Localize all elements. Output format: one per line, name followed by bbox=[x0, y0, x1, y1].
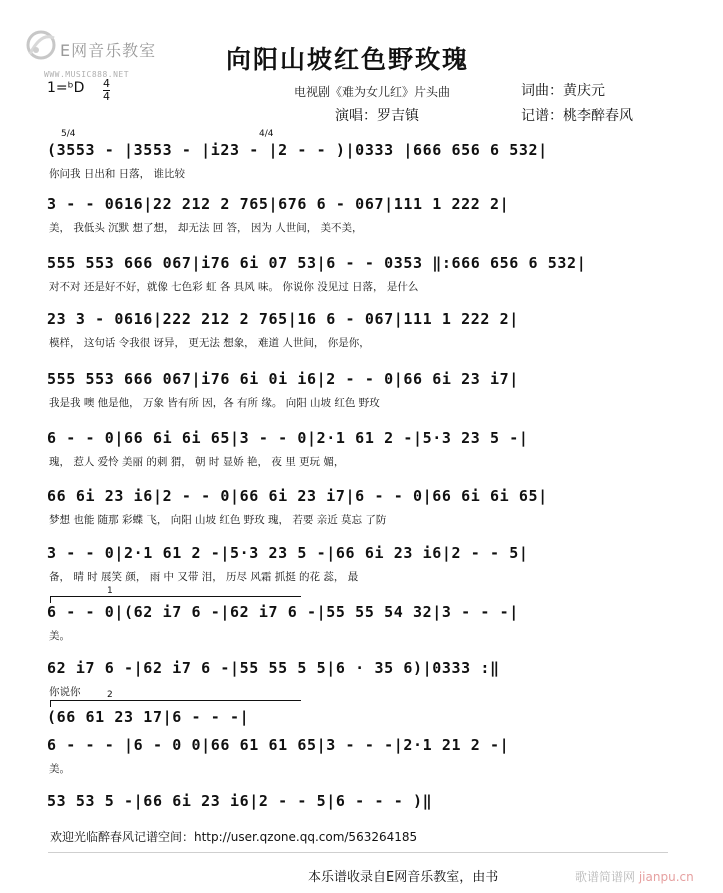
jianpu-watermark-name: 歌谱简谱网 bbox=[575, 870, 636, 884]
time-signature-top: 4 bbox=[103, 77, 110, 90]
notation: 555 553 666 067|i76 6i 0i i6|2 - - 0|66 6i 23 i7| bbox=[47, 370, 519, 388]
source-credit: 本乐谱收录自E网音乐教室，由书 bbox=[308, 870, 499, 885]
transcriber-credit: 记谱：桃李醉春风 bbox=[521, 108, 633, 124]
notation: 66 6i 23 i6|2 - - 0|66 6i 23 i7|6 - - 0|66 6i 6i 65| bbox=[47, 487, 548, 505]
e-music-logo-icon bbox=[24, 28, 58, 62]
song-subtitle: 电视剧《难为女儿红》片头曲 bbox=[294, 85, 451, 99]
watermark-url: WWW.MUSIC888.NET bbox=[44, 70, 130, 79]
lyrics: 我是我 噢 他是他， 万象 皆有所 因，各 有所 缘。 向阳 山坡 红色 野玫 bbox=[49, 397, 380, 409]
time-signature bbox=[103, 78, 110, 103]
lyrics: 你说你 bbox=[49, 686, 81, 698]
lyrics: 美， 我低头 沉默 想了想， 却无法 回 答， 因为 人世间， 美不美， bbox=[49, 222, 363, 234]
notation: 555 553 666 067|i76 6i 07 53|6 - - 0353 ‖:666 656 6 532| bbox=[47, 254, 587, 272]
lyricist-credit: 词曲：黄庆元 bbox=[521, 83, 605, 99]
first-ending-number: 1 bbox=[107, 586, 113, 596]
notation: 6 - - 0|(62 i7 6 -|62 i7 6 -|55 55 54 32|3 - - -| bbox=[47, 603, 519, 621]
lyrics: 模样， 这句话 令我很 讶异， 更无法 想象， 难道 人世间， 你是你， bbox=[49, 337, 370, 349]
notation: 3 - - 0|2·1 61 2 -|5·3 23 5 -|66 6i 23 i6|2 - - 5| bbox=[47, 544, 529, 562]
second-ending-number: 2 bbox=[107, 690, 113, 700]
notation: 6 - - - |6 - 0 0|66 61 61 65|3 - - -|2·1 21 2 -| bbox=[47, 736, 510, 754]
notation: 53 53 5 -|66 6i 23 i6|2 - - 5|6 - - - )‖ bbox=[47, 792, 433, 810]
watermark-site-name: E网音乐教室 bbox=[60, 41, 157, 60]
lyrics: 梦想 也能 随那 彩蝶 飞， 向阳 山坡 红色 野玫 瑰， 若要 亲近 莫忘 了防 bbox=[49, 514, 387, 526]
meter-mark-4-4: 4/4 bbox=[259, 129, 274, 139]
song-title: 向阳山坡红色野玫瑰 bbox=[226, 45, 470, 74]
lyrics: 瑰， 惹人 爱怜 美丽 的刺 猬， 朝 时 显娇 艳， 夜 里 更玩 媚， bbox=[49, 456, 345, 468]
lyrics: 美。 bbox=[49, 630, 70, 642]
notation: 23 3 - 0616|222 212 2 765|16 6 - 067|111 1 222 2| bbox=[47, 310, 519, 328]
notation: (66 61 23 17|6 - - -| bbox=[47, 708, 250, 726]
lyrics: 对不对 还是好不好，就像 七色彩 虹 各 具风 味。 你说你 没见过 日落， 是什么 bbox=[49, 281, 419, 293]
notation: 6 - - 0|66 6i 6i 65|3 - - 0|2·1 61 2 -|5·3 23 5 -| bbox=[47, 429, 529, 447]
notation: 3 - - 0616|22 212 2 765|676 6 - 067|111 1 222 2| bbox=[47, 195, 510, 213]
footer-note: 欢迎光临醉春风记谱空间：http://user.qzone.qq.com/563264185 bbox=[50, 830, 418, 844]
footer-divider bbox=[48, 852, 668, 853]
singer-credit: 演唱：罗吉镇 bbox=[335, 108, 419, 124]
jianpu-watermark bbox=[575, 868, 694, 885]
lyrics: 备， 晴 时 展笑 颜， 雨 中 又带 泪， 历尽 风霜 抓挺 的花 蕊， 最 bbox=[49, 571, 359, 583]
jianpu-watermark-url: jianpu.cn bbox=[638, 870, 694, 884]
meter-mark-5-4: 5/4 bbox=[61, 129, 76, 139]
key-signature: 1=ᵇD bbox=[47, 80, 85, 96]
lyrics: 你问我 日出和 日落， 谁比较 bbox=[49, 168, 186, 180]
notation: 62 i7 6 -|62 i7 6 -|55 55 5 5|6 · 35 6)|0333 :‖ bbox=[47, 659, 500, 677]
time-signature-bottom: 4 bbox=[103, 90, 110, 103]
lyrics: 美。 bbox=[49, 763, 70, 775]
notation: (3553 - |3553 - |i23 - |2 - - )|0333 |666 656 6 532| bbox=[47, 141, 548, 159]
